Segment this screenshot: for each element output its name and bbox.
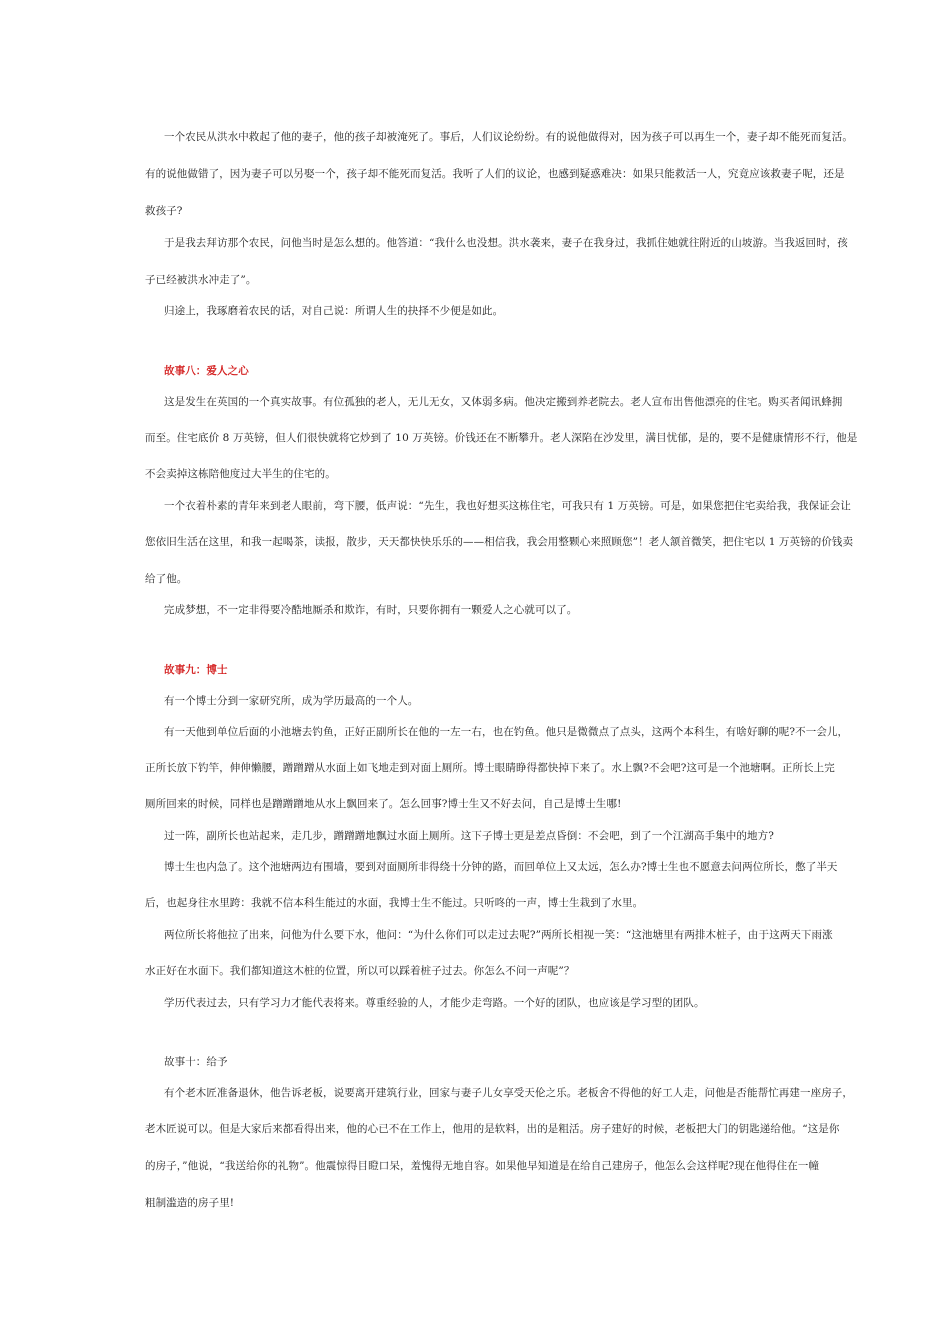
paragraph-line: 正所长放下钓竿，伸伸懒腰，蹭蹭蹭从水面上如飞地走到对面上厕所。博士眼睛睁得都快掉下来了。水上飘?不会吧?这可是一个池塘啊。正所长上完 <box>145 762 835 774</box>
paragraph-line: 而至。住宅底价 8 万英镑，但人们很快就将它炒到了 10 万英镑。价钱还在不断攀升。老人深陷在沙发里，满目忧郁，是的，要不是健康情形不行，他是 <box>145 432 858 444</box>
paragraph-line: 过一阵，副所长也站起来，走几步，蹭蹭蹭地飘过水面上厕所。这下子博士更是差点昏倒：不会吧，到了一个江湖高手集中的地方? <box>164 830 774 842</box>
paragraph-line: 有的说他做错了，因为妻子可以另娶一个，孩子却不能死而复活。我听了人们的议论，也感到疑惑难决：如果只能救活一人，究竟应该救妻子呢，还是 <box>145 168 845 180</box>
paragraph-line: 您依旧生活在这里，和我一起喝茶，读报，散步，天天都快快乐乐的——相信我，我会用整颗心来照顾您”！老人颔首微笑，把住宅以 1 万英镑的价钱卖 <box>145 536 854 548</box>
paragraph-line: 子已经被洪水冲走了”。 <box>145 274 257 286</box>
story-heading: 故事九：博士 <box>164 664 228 676</box>
paragraph-line: 有一个博士分到一家研究所，成为学历最高的一个人。 <box>164 695 419 707</box>
paragraph-line: 后，也起身往水里跨：我就不信本科生能过的水面，我博士生不能过。只听咚的一声，博士生栽到了水里。 <box>145 897 644 909</box>
paragraph-line: 救孩子? <box>145 205 183 217</box>
paragraph-line: 不会卖掉这栋陪他度过大半生的住宅的。 <box>145 468 336 480</box>
paragraph-line: 完成梦想，不一定非得要冷酷地厮杀和欺诈，有时，只要你拥有一颗爱人之心就可以了。 <box>164 604 578 616</box>
paragraph-line: 一个衣着朴素的青年来到老人眼前，弯下腰，低声说：“先生，我也好想买这栋住宅，可我只有 1 万英镑。可是，如果您把住宅卖给我，我保证会让 <box>164 500 851 512</box>
paragraph-line: 的房子，”他说，“我送给你的礼物”。他震惊得目瞪口呆，羞愧得无地自容。如果他早知道是在给自己建房子，他怎么会这样呢?现在他得住在一幢 <box>145 1160 820 1172</box>
story-heading: 故事十：给予 <box>164 1056 228 1068</box>
paragraph-line: 有一天他到单位后面的小池塘去钓鱼，正好正副所长在他的一左一右，也在钓鱼。他只是微微点了点头，这两个本科生，有啥好聊的呢?不一会儿， <box>164 726 849 738</box>
paragraph-line: 两位所长将他拉了出来，问他为什么要下水，他问：“为什么你们可以走过去呢?”两所长相视一笑：“这池塘里有两排木桩子，由于这两天下雨涨 <box>164 929 833 941</box>
paragraph-line: 有个老木匠准备退休，他告诉老板，说要离开建筑行业，回家与妻子儿女享受天伦之乐。老板舍不得他的好工人走，问他是否能帮忙再建一座房子， <box>164 1087 853 1099</box>
paragraph-line: 博士生也内急了。这个池塘两边有围墙，要到对面厕所非得绕十分钟的路，而回单位上又太远，怎么办?博士生也不愿意去问两位所长，憋了半天 <box>164 861 838 873</box>
paragraph-line: 给了他。 <box>145 573 188 585</box>
paragraph-line: 厕所回来的时候，同样也是蹭蹭蹭地从水上飘回来了。怎么回事?博士生又不好去问，自己是博士生哪! <box>145 798 622 810</box>
paragraph-line: 这是发生在英国的一个真实故事。有位孤独的老人，无儿无女，又体弱多病。他决定搬到养老院去。老人宣布出售他漂亮的住宅。购买者闻讯蜂拥 <box>164 396 843 408</box>
paragraph-line: 于是我去拜访那个农民，问他当时是怎么想的。他答道：“我什么也没想。洪水袭来，妻子在我身过，我抓住她就往附近的山坡游。当我返回时，孩 <box>164 237 848 249</box>
paragraph-line: 学历代表过去，只有学习力才能代表将来。尊重经验的人，才能少走弯路。一个好的团队，也应该是学习型的团队。 <box>164 997 705 1009</box>
paragraph-line: 老木匠说可以。但是大家后来都看得出来，他的心已不在工作上，他用的是软料，出的是粗活。房子建好的时候，老板把大门的钥匙递给他。“这是你 <box>145 1123 840 1135</box>
paragraph-line: 粗制滥造的房子里! <box>145 1197 235 1209</box>
paragraph-line: 水正好在水面下。我们都知道这木桩的位置，所以可以踩着桩子过去。你怎么不问一声呢”？ <box>145 965 575 977</box>
story-heading: 故事八：爱人之心 <box>164 365 249 377</box>
paragraph-line: 一个农民从洪水中救起了他的妻子，他的孩子却被淹死了。事后，人们议论纷纷。有的说他做得对，因为孩子可以再生一个，妻子却不能死而复活。 <box>164 131 853 143</box>
paragraph-line: 归途上，我琢磨着农民的话，对自己说：所谓人生的抉择不少便是如此。 <box>164 305 504 317</box>
